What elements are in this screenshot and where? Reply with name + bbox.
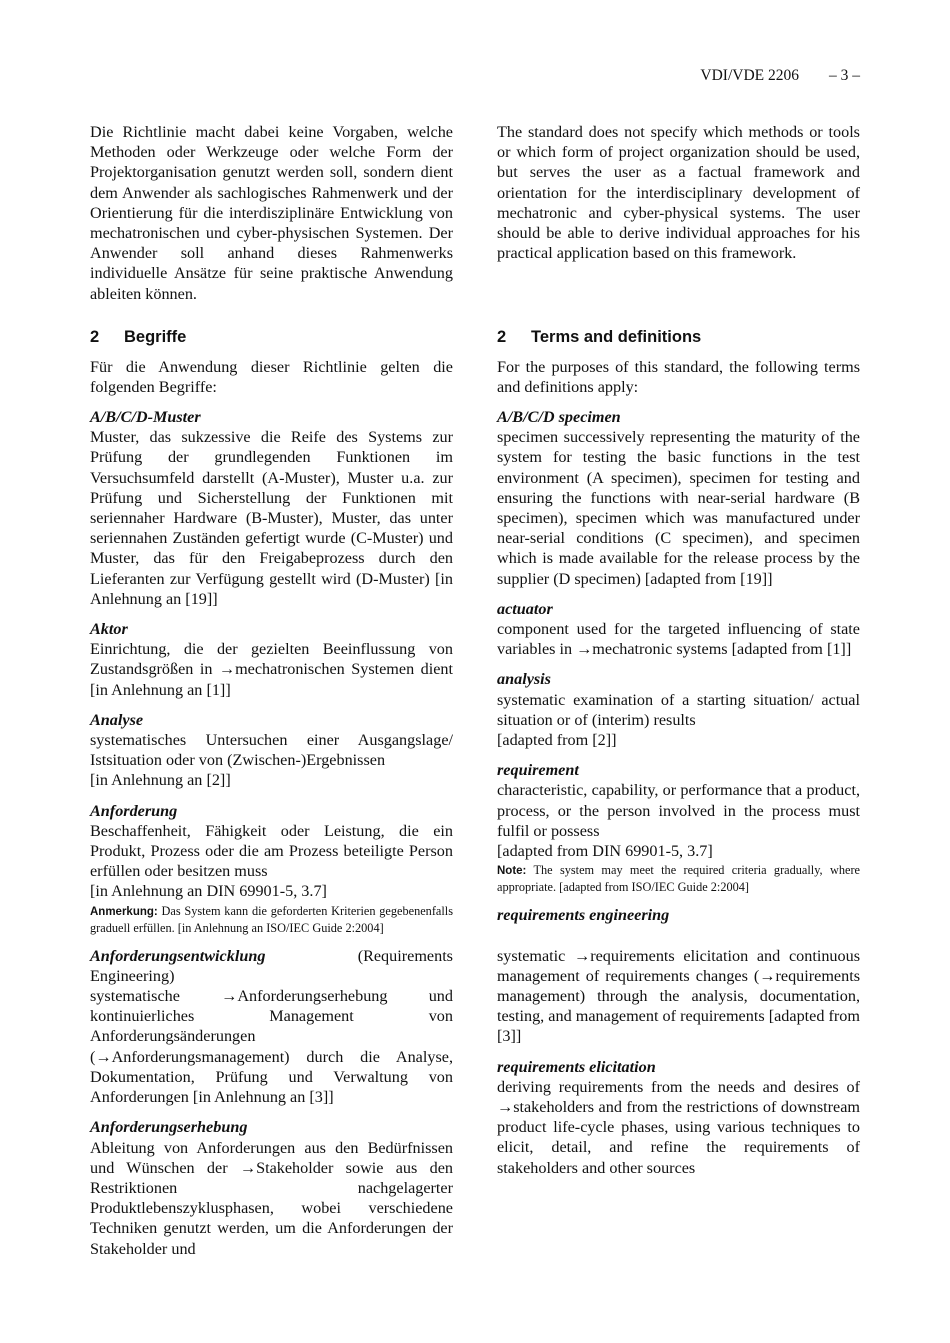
definition-source: [adapted from DIN 69901-5, 3.7] xyxy=(497,842,713,861)
definition: component used for the targeted influencing of state variables in →mechatronic systems [adapted from [1]] xyxy=(497,620,860,659)
definition: Einrichtung, die der gezielten Beeinflussung von Zustandsgrößen in →mechatronischen Systemen dient [in Anlehnung an [1]] xyxy=(90,640,453,699)
section-number: 2 xyxy=(90,328,100,346)
section-heading xyxy=(90,327,453,357)
term: requirements elicitation xyxy=(497,1057,656,1076)
definition-source: [adapted from [2]] xyxy=(497,731,617,750)
term: Anforderungsentwicklung xyxy=(90,946,266,965)
definition-entry xyxy=(90,1117,453,1258)
definition-entry xyxy=(90,619,453,700)
term: Anforderungserhebung xyxy=(90,1118,248,1137)
term: requirements engineering xyxy=(497,906,670,925)
term: requirement xyxy=(497,761,579,780)
page-number: – 3 – xyxy=(829,67,860,84)
term-with-suffix xyxy=(90,946,453,986)
definition: systematic examination of a starting situation/ actual situation or of (interim) results xyxy=(497,690,860,729)
definition: systematische →Anforderungserhebung und kontinuierliches Management von Anforderungsänderungen (→Anforderungsmanagement) durch die Analyse, Dokumentation, Prüfung und Verwaltung von Anforderungen [in Anlehnung an [3]] xyxy=(90,987,453,1107)
definition: Muster, das sukzessive die Reife des Systems zur Prüfung der grundlegenden Funktionen im Versuchsumfeld darstellt (A-Muster), Muster u.a. zur Prüfung und Sicherstellung der Funktionen mit seriennaher Hardware (B-Muster), Muster, das unter seriennahen Zuständen gefertigt wurde (C-Muster) und Muster, das für den Freigabeprozess durch den Lieferanten zur Verfügung gestellt wird (D-Muster) [in Anlehnung an [19]] xyxy=(90,428,453,608)
definition-entry xyxy=(90,407,453,609)
definition-entry xyxy=(497,760,860,895)
document-id: VDI/VDE 2206 xyxy=(700,67,799,84)
section-number: 2 xyxy=(497,328,507,346)
note xyxy=(90,903,453,936)
intro-paragraph: The standard does not specify which methods or tools or which form of project organization should be used, but serves the user as a factual framework and orientation for the interdisciplinary development of mechatronic and cyber-physical systems. The user should be able to derive individual approaches for his practical application based on this framework. xyxy=(497,123,860,263)
definition: Ableitung von Anforderungen aus den Bedürfnissen und Wünschen der →Stakeholder sowie aus den Restriktionen nachgelagerter Produktlebenszyklusphasen, wobei verschiedene Techniken genutzt werden, um die Anforderungen der Stakeholder und xyxy=(90,1138,453,1258)
note-text: The system may meet the required criteria gradually, where appropriate. [adapted from ISO/IEC Guide 2:2004] xyxy=(497,863,860,895)
definition-source: [in Anlehnung an DIN 69901-5, 3.7] xyxy=(90,882,327,901)
section-lead: Für die Anwendung dieser Richtlinie gelten die folgenden Begriffe: xyxy=(90,358,453,397)
definition-entry xyxy=(497,407,860,589)
definition-entry xyxy=(90,946,453,1108)
term: analysis xyxy=(497,670,551,689)
section-heading xyxy=(497,327,860,357)
term: actuator xyxy=(497,599,553,618)
note-text: Das System kann die geforderten Kriterien gegebenenfalls graduell erfüllen. [in Anlehnung an ISO/IEC Guide 2:2004] xyxy=(90,903,453,935)
spacer xyxy=(497,925,860,945)
definition: specimen successively representing the maturity of the system for testing the basic functions in the test environment (A specimen), specimen for testing and ensuring the functions with near-serial hardware (B specimen), specimen which was manufactured under near-serial conditions (C specimen), and specimen which is made available for the release process by the supplier (D specimen) [adapted from [19]] xyxy=(497,428,860,588)
english-column xyxy=(497,122,860,1188)
definition: characteristic, capability, or performance that a product, process, or the person involved in the process must fulfil or possess xyxy=(497,781,860,840)
definition-entry xyxy=(497,1057,860,1178)
page-header xyxy=(700,67,860,85)
definition-entry xyxy=(497,599,860,660)
definition: systematic →requirements elicitation and continuous management of requirements changes (→requirements management) through the analysis, documentation, testing, and management of requirements [adapted from [3]] xyxy=(497,946,860,1046)
definition-entry xyxy=(497,669,860,750)
note-label: Anmerkung: xyxy=(90,905,158,918)
term: Anforderung xyxy=(90,801,178,820)
term: Analyse xyxy=(90,710,144,729)
definition: deriving requirements from the needs and desires of →stakeholders and from the restrictions of downstream product life-cycle phases, using various techniques to elicit, detail, and refine the requirements of stakeholders and other sources xyxy=(497,1077,860,1177)
section-title: Terms and definitions xyxy=(531,328,702,346)
intro-paragraph: Die Richtlinie macht dabei keine Vorgaben, welche Methoden oder Werkzeuge oder welche Form der Projektorganisation genutzt werden soll, sondern dient dem Anwender als sachlogisches Rahmenwerk und der Orientierung für die interdisziplinäre Entwicklung von mechatronischen und cyber-physischen Systemen. Der Anwender soll anhand dieses Rahmenwerks individuelle Ansätze für seine praktische Anwendung ableiten können. xyxy=(90,123,453,303)
term: Aktor xyxy=(90,620,128,639)
definition: systematisches Untersuchen einer Ausgangslage/ Istsituation oder von (Zwischen-)Ergebnissen xyxy=(90,731,453,770)
note-label: Note: xyxy=(497,865,527,878)
definition-entry xyxy=(90,801,453,936)
section-lead: For the purposes of this standard, the following terms and definitions apply: xyxy=(497,358,860,397)
german-column xyxy=(90,122,453,1269)
term: A/B/C/D specimen xyxy=(497,408,621,426)
note xyxy=(497,862,860,895)
section-title: Begriffe xyxy=(124,328,187,346)
definition-entry xyxy=(90,710,453,791)
term-suffix: (Requirements Engineering) xyxy=(90,946,453,985)
definition-source: [in Anlehnung an [2]] xyxy=(90,771,231,790)
definition: Beschaffenheit, Fähigkeit oder Leistung, die ein Produkt, Prozess oder die am Prozess beteiligte Person erfüllen oder besitzen muss xyxy=(90,821,453,881)
definition-entry xyxy=(497,905,860,1046)
term: A/B/C/D-Muster xyxy=(90,408,201,426)
